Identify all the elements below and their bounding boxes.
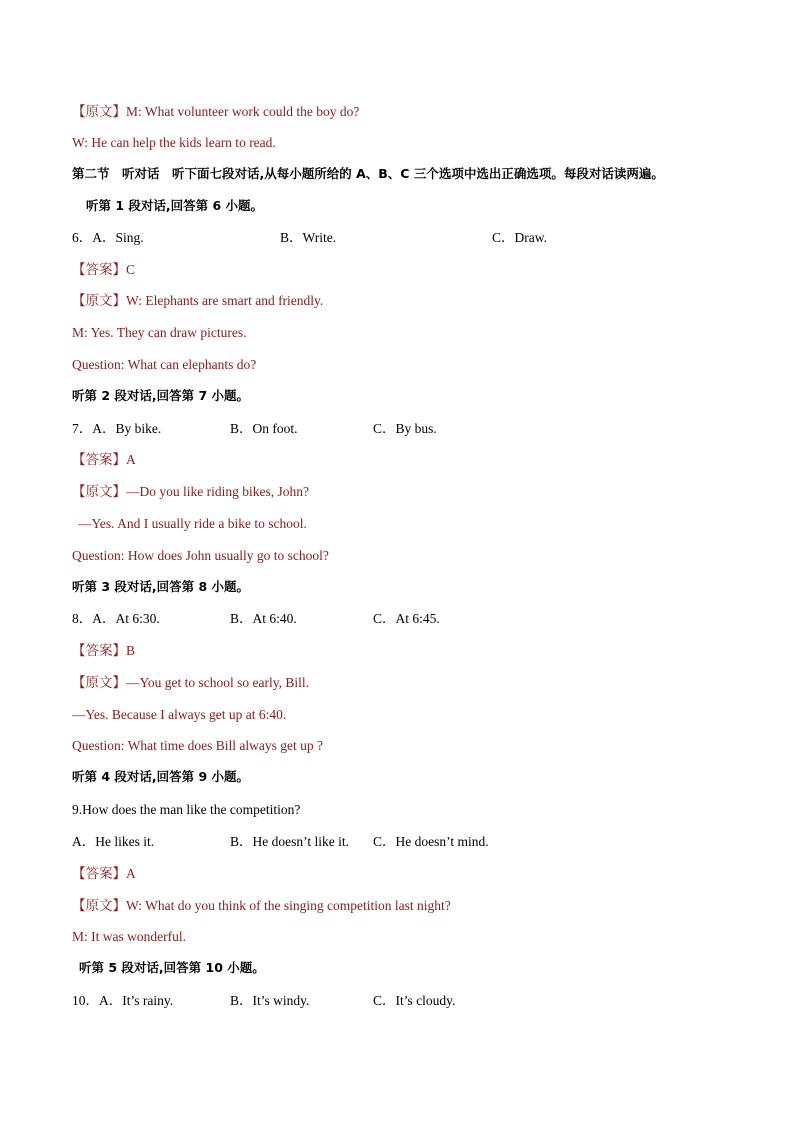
option-c: C．Draw. xyxy=(492,230,547,245)
transcript-line: M: It was wonderful. xyxy=(72,929,186,944)
transcript-line: —Yes. Because I always get up at 6:40. xyxy=(72,707,287,722)
transcript-line: M: Yes. They can draw pictures. xyxy=(72,325,247,340)
option-c: C．He doesn’t mind. xyxy=(373,834,489,849)
option-c: C．It’s cloudy. xyxy=(373,993,456,1008)
option-b: B．He doesn’t like it. xyxy=(230,834,349,849)
answer-line: 【答案】A xyxy=(72,452,136,467)
option-b: B．It’s windy. xyxy=(230,993,310,1008)
dialogue-instruction: 听第 1 段对话,回答第 6 小题。 xyxy=(86,198,264,213)
question-9-options xyxy=(72,833,772,851)
transcript-line: W: He can help the kids learn to read. xyxy=(72,135,276,150)
transcript-line: 【原文】W: Elephants are smart and friendly. xyxy=(72,293,324,308)
option-c: C．At 6:45. xyxy=(373,611,440,626)
answer-line: 【答案】C xyxy=(72,262,136,277)
option-b: B．On foot. xyxy=(230,421,298,436)
answer-line: 【答案】B xyxy=(72,643,136,658)
dialogue-instruction: 听第 2 段对话,回答第 7 小题。 xyxy=(72,388,250,403)
question-9-stem: 9.How does the man like the competition? xyxy=(72,802,301,817)
question-10-options xyxy=(72,992,772,1010)
option-a: 7．A．By bike. xyxy=(72,421,162,436)
transcript-line: 【原文】—Do you like riding bikes, John? xyxy=(72,484,309,499)
option-a: 6．A．Sing. xyxy=(72,230,144,245)
option-a: A．He likes it. xyxy=(72,834,155,849)
question-6-options xyxy=(72,229,772,247)
transcript-line: 【原文】W: What do you think of the singing competition last night? xyxy=(72,898,451,913)
option-a: 10．A．It’s rainy. xyxy=(72,993,174,1008)
dialogue-instruction: 听第 4 段对话,回答第 9 小题。 xyxy=(72,769,250,784)
answer-line: 【答案】A xyxy=(72,866,136,881)
option-b: B．At 6:40. xyxy=(230,611,297,626)
transcript-line: Question: What can elephants do? xyxy=(72,357,257,372)
transcript-line: —Yes. And I usually ride a bike to school. xyxy=(78,516,307,531)
option-b: B．Write. xyxy=(280,230,337,245)
dialogue-instruction: 听第 3 段对话,回答第 8 小题。 xyxy=(72,579,250,594)
transcript-line: Question: How does John usually go to school? xyxy=(72,548,329,563)
question-7-options xyxy=(72,420,772,438)
option-c: C．By bus. xyxy=(373,421,437,436)
dialogue-instruction: 听第 5 段对话,回答第 10 小题。 xyxy=(79,960,265,975)
option-a: 8．A．At 6:30. xyxy=(72,611,160,626)
section-heading: 第二节 听对话 听下面七段对话,从每小题所给的 A、B、C 三个选项中选出正确选项。每段对话读两遍。 xyxy=(72,166,664,181)
transcript-line: 【原文】M: What volunteer work could the boy do? xyxy=(72,104,360,119)
transcript-line: Question: What time does Bill always get up ? xyxy=(72,738,323,753)
transcript-line: 【原文】—You get to school so early, Bill. xyxy=(72,675,310,690)
question-8-options xyxy=(72,610,772,628)
